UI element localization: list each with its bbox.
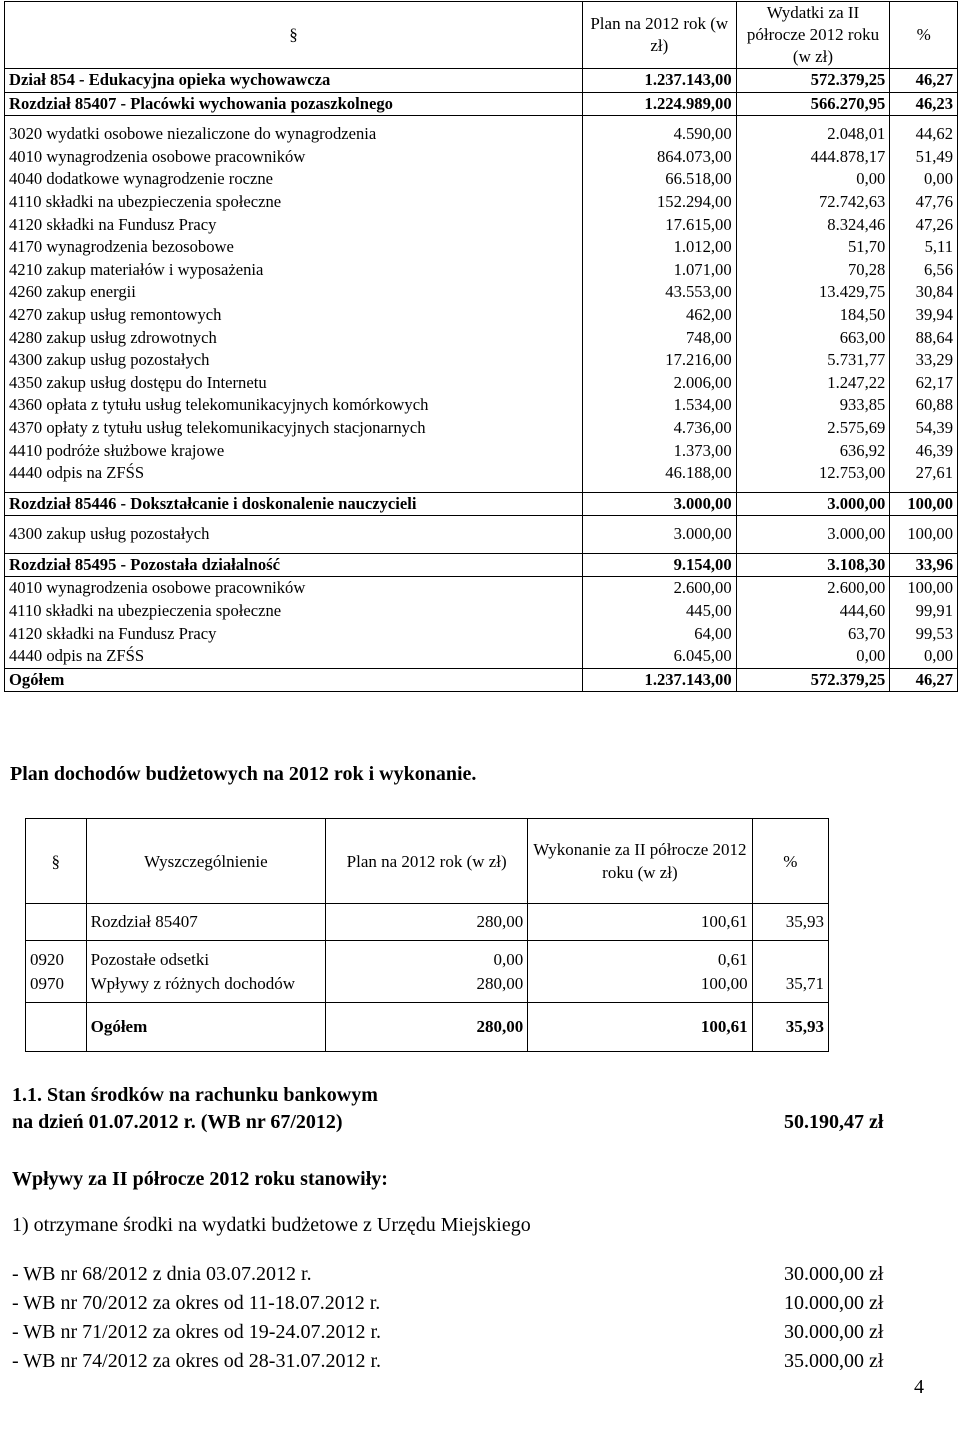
inflows-heading: Wpływy za II półrocze 2012 roku stanowiły: [12,1168,388,1190]
expense-row-plan: 4.736,00 [582,417,736,440]
expense-row-plan: 748,00 [582,327,736,350]
rozdzial-85407-row-plan: 1.224.989,00 [582,92,736,116]
income-header-spec: Wyszczególnienie [86,819,326,904]
expense-row-label: 4260 zakup energii [5,281,583,304]
inflow-label: - WB nr 70/2012 za okres od 11-18.07.2012 r. [12,1292,381,1314]
expense-row-plan: 1.373,00 [582,440,736,463]
income-row-label: Pozostałe odsetki [86,948,326,972]
expense-row-expense: 51,70 [736,236,890,259]
bank-balance-date: na dzień 01.07.2012 r. (WB nr 67/2012) [12,1111,343,1133]
rozdzial-85495-row-plan: 9.154,00 [582,553,736,577]
expense-row-expense: 72.742,63 [736,191,890,214]
inflow-amount: 30.000,00 zł [784,1321,884,1343]
expense-row [5,577,958,600]
expense-row-pct: 0,00 [890,168,958,191]
expense-row-label: 4440 odpis na ZFŚS [5,645,583,668]
expense-row-pct: 39,94 [890,304,958,327]
income-total-row [26,1003,829,1052]
expense-row [5,440,958,463]
rozdzial-85407-row-label: Rozdział 85407 - Placówki wychowania pozaszkolnego [5,92,583,116]
income-row [26,948,829,972]
income-total-exec: 100,61 [528,1003,752,1052]
inflow-amount: 10.000,00 zł [784,1292,884,1314]
expense-row [5,236,958,259]
rozdzial-85446-row [5,492,958,516]
income-section-label: Rozdział 85407 [86,904,326,941]
expense-row-label: 3020 wydatki osobowe niezaliczone do wynagrodzenia [5,123,583,146]
expense-row-plan: 17.216,00 [582,349,736,372]
expense-row-pct: 51,49 [890,146,958,169]
expense-row-label: 4040 dodatkowe wynagrodzenie roczne [5,168,583,191]
expense-row-plan: 2.006,00 [582,372,736,395]
expense-row-expense: 5.731,77 [736,349,890,372]
expense-row [5,123,958,146]
bank-balance-amount: 50.190,47 zł [784,1111,884,1133]
expense-row-expense: 2.600,00 [736,577,890,600]
expense-row-expense: 444,60 [736,600,890,623]
income-row-pct: 35,71 [752,972,828,996]
expense-row [5,623,958,646]
income-section-exec: 100,61 [528,904,752,941]
income-row-label: Wpływy z różnych dochodów [86,972,326,996]
income-row-code: 0970 [26,972,87,996]
expense-row [5,523,958,546]
expense-row-plan: 46.188,00 [582,462,736,485]
expense-row [5,304,958,327]
header-percent: % [890,2,958,69]
rozdzial-85495-row-expense: 3.108,30 [736,553,890,577]
expense-row-expense: 0,00 [736,168,890,191]
rozdzial-85495-row-label: Rozdział 85495 - Pozostała działalność [5,553,583,577]
expense-row-plan: 17.615,00 [582,214,736,237]
expense-row [5,259,958,282]
expense-row-label: 4120 składki na Fundusz Pracy [5,623,583,646]
rozdzial-85495-row [5,553,958,577]
expense-row-plan: 152.294,00 [582,191,736,214]
expense-row-pct: 5,11 [890,236,958,259]
expense-row-pct: 33,29 [890,349,958,372]
expense-row-expense: 3.000,00 [736,523,890,546]
expense-row-expense: 933,85 [736,394,890,417]
expense-row-label: 4300 zakup usług pozostałych [5,349,583,372]
expense-row [5,417,958,440]
expense-row-pct: 100,00 [890,523,958,546]
expense-row-plan: 445,00 [582,600,736,623]
expense-row-expense: 13.429,75 [736,281,890,304]
income-section-pct: 35,93 [752,904,828,941]
expense-row-pct: 6,56 [890,259,958,282]
income-header-symbol: § [26,819,87,904]
expense-row-plan: 3.000,00 [582,523,736,546]
expense-row-pct: 30,84 [890,281,958,304]
expense-row [5,462,958,485]
inflow-label: - WB nr 74/2012 za okres od 28-31.07.2012 r. [12,1350,382,1372]
page-number: 4 [914,1376,924,1398]
expense-row-expense: 2.048,01 [736,123,890,146]
expenses-total-row-expense: 572.379,25 [736,668,890,692]
rozdzial-85495-row-pct: 33,96 [890,553,958,577]
expense-row-pct: 44,62 [890,123,958,146]
income-section-row [26,904,829,941]
rozdzial-85407-row [5,92,958,116]
expense-row-plan: 4.590,00 [582,123,736,146]
income-row-plan: 0,00 [326,948,528,972]
inflows-subheading: 1) otrzymane środki na wydatki budżetowe z Urzędu Miejskiego [12,1214,531,1236]
expense-row-label: 4120 składki na Fundusz Pracy [5,214,583,237]
expense-row-pct: 47,76 [890,191,958,214]
expense-row [5,327,958,350]
expense-row-expense: 636,92 [736,440,890,463]
income-header-exec: Wykonanie za II półrocze 2012 roku (w zł) [528,819,752,904]
expense-row-label: 4210 zakup materiałów i wyposażenia [5,259,583,282]
expense-row-pct: 46,39 [890,440,958,463]
rozdzial-85446-row-plan: 3.000,00 [582,492,736,516]
expense-row-pct: 100,00 [890,577,958,600]
expense-row [5,146,958,169]
expense-row-label: 4410 podróże służbowe krajowe [5,440,583,463]
income-row-exec: 0,61 [528,948,752,972]
expense-row-pct: 88,64 [890,327,958,350]
expense-row-label: 4350 zakup usług dostępu do Internetu [5,372,583,395]
income-total-pct: 35,93 [752,1003,828,1052]
expense-row [5,214,958,237]
expense-row-plan: 1.071,00 [582,259,736,282]
expense-row-pct: 60,88 [890,394,958,417]
expense-row [5,349,958,372]
expense-row-plan: 1.534,00 [582,394,736,417]
income-row-exec: 100,00 [528,972,752,996]
inflow-amount: 30.000,00 zł [784,1263,884,1285]
dzial-row [5,69,958,93]
expense-row-label: 4370 opłaty z tytułu usług telekomunikacyjnych stacjonarnych [5,417,583,440]
expense-row-plan: 462,00 [582,304,736,327]
expense-row [5,168,958,191]
expense-row [5,600,958,623]
expense-row-pct: 27,61 [890,462,958,485]
expense-row-expense: 2.575,69 [736,417,890,440]
expense-row-label: 4010 wynagrodzenia osobowe pracowników [5,577,583,600]
expense-row-label: 4300 zakup usług pozostałych [5,523,583,546]
expense-row-label: 4440 odpis na ZFŚS [5,462,583,485]
expenses-total-row-label: Ogółem [5,668,583,692]
expense-row-pct: 47,26 [890,214,958,237]
income-table [25,818,829,1052]
expenses-table [4,1,958,692]
expense-row [5,281,958,304]
expense-row-plan: 2.600,00 [582,577,736,600]
income-section-plan: 280,00 [326,904,528,941]
income-header-plan: Plan na 2012 rok (w zł) [326,819,528,904]
expense-row-plan: 66.518,00 [582,168,736,191]
rozdzial-85407-row-pct: 46,23 [890,92,958,116]
inflow-amount: 35.000,00 zł [784,1350,884,1372]
expenses-total-row-plan: 1.237.143,00 [582,668,736,692]
expense-row-plan: 43.553,00 [582,281,736,304]
expense-row-label: 4270 zakup usług remontowych [5,304,583,327]
dzial-row-expense: 572.379,25 [736,69,890,93]
expense-row-expense: 63,70 [736,623,890,646]
dzial-row-plan: 1.237.143,00 [582,69,736,93]
expense-row-plan: 864.073,00 [582,146,736,169]
expense-row-label: 4360 opłata z tytułu usług telekomunikacyjnych komórkowych [5,394,583,417]
expenses-total-row [5,668,958,692]
expense-row-expense: 12.753,00 [736,462,890,485]
income-row-plan: 280,00 [326,972,528,996]
expense-row-expense: 444.878,17 [736,146,890,169]
expense-row-expense: 8.324,46 [736,214,890,237]
header-paragraph-symbol: § [5,2,583,69]
income-total-plan: 280,00 [326,1003,528,1052]
dzial-row-label: Dział 854 - Edukacyjna opieka wychowawcza [5,69,583,93]
expense-row [5,645,958,668]
income-plan-heading: Plan dochodów budżetowych na 2012 rok i wykonanie. [10,763,477,785]
income-row [26,972,829,996]
expense-row-expense: 0,00 [736,645,890,668]
header-plan: Plan na 2012 rok (w zł) [582,2,736,69]
expense-row-expense: 663,00 [736,327,890,350]
income-header-percent: % [752,819,828,904]
income-header-row [26,819,829,904]
income-row-pct [752,948,828,972]
inflow-label: - WB nr 71/2012 za okres od 19-24.07.2012 r. [12,1321,382,1343]
expense-row-label: 4110 składki na ubezpieczenia społeczne [5,600,583,623]
expense-row-plan: 64,00 [582,623,736,646]
expense-row-pct: 99,53 [890,623,958,646]
expense-row-pct: 54,39 [890,417,958,440]
rozdzial-85446-row-expense: 3.000,00 [736,492,890,516]
bank-balance-title: 1.1. Stan środków na rachunku bankowym [12,1084,378,1106]
expense-row-pct: 99,91 [890,600,958,623]
expense-row-plan: 6.045,00 [582,645,736,668]
expense-row-label: 4110 składki na ubezpieczenia społeczne [5,191,583,214]
expense-row-expense: 70,28 [736,259,890,282]
expenses-header-row [5,2,958,69]
expense-row-expense: 184,50 [736,304,890,327]
expense-row-plan: 1.012,00 [582,236,736,259]
expense-row [5,394,958,417]
rozdzial-85446-row-label: Rozdział 85446 - Dokształcanie i doskonalenie nauczycieli [5,492,583,516]
header-expenses: Wydatki za II półrocze 2012 roku (w zł) [736,2,890,69]
expense-row-label: 4280 zakup usług zdrowotnych [5,327,583,350]
expense-row-label: 4170 wynagrodzenia bezosobowe [5,236,583,259]
expense-row-pct: 0,00 [890,645,958,668]
expenses-total-row-pct: 46,27 [890,668,958,692]
rozdzial-85446-row-pct: 100,00 [890,492,958,516]
rozdzial-85407-row-expense: 566.270,95 [736,92,890,116]
income-row-code: 0920 [26,948,87,972]
expense-row-pct: 62,17 [890,372,958,395]
expense-row-expense: 1.247,22 [736,372,890,395]
expense-row-label: 4010 wynagrodzenia osobowe pracowników [5,146,583,169]
income-total-label: Ogółem [86,1003,326,1052]
expense-row [5,191,958,214]
dzial-row-pct: 46,27 [890,69,958,93]
expense-row [5,372,958,395]
inflow-label: - WB nr 68/2012 z dnia 03.07.2012 r. [12,1263,312,1285]
